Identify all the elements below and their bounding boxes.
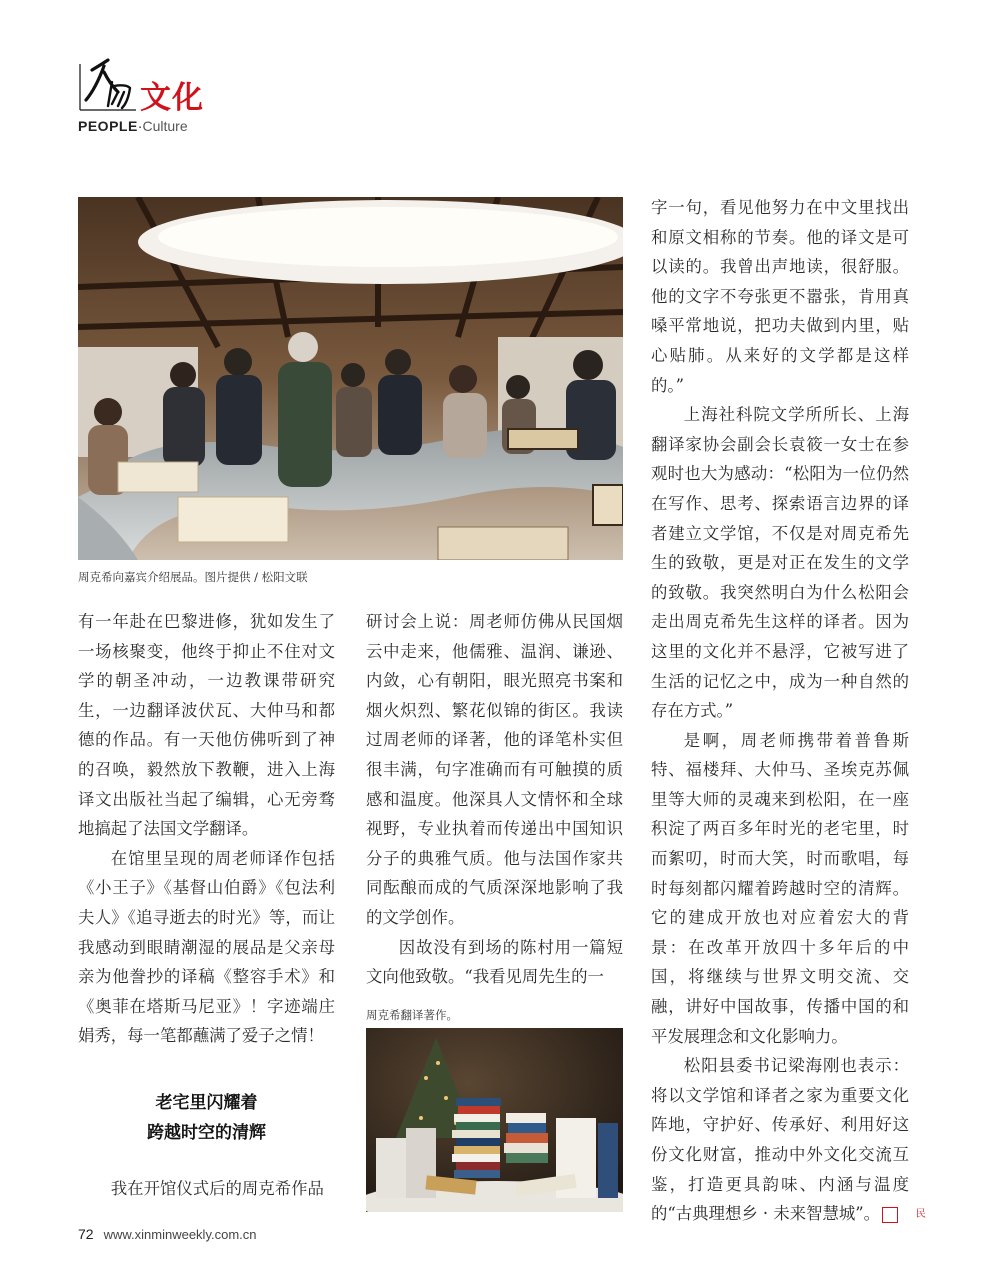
subheading-line-1: 老宅里闪耀着 [155,1093,258,1113]
column-name: 文化 [140,80,204,116]
paragraph: 因故没有到场的陈村用一篇短文向他致敬。“我看见周先生的一 [366,937,623,987]
people-calligraphy-logo [78,58,140,118]
paragraph-text: 松阳县委书记梁海刚也表示：将以文学馆和译者之家为重要文化阵地，守护好、传承好、利用好这份文化财富，推动中外文化交流互鉴，打造更具韵味、内涵与温度的“古典理想乡 · 未来智慧城”。 [651,1056,909,1224]
paragraph: 在馆里呈现的周老师译作包括《小王子》《基督山伯爵》《包法利夫人》《追寻逝去的时光》等，而让我感动到眼睛潮湿的展品是父亲母亲为他誊抄的译稿《整容手术》和《奥菲在塔斯马尼亚》！字迹端庄娟秀，每一笔都蘸满了爱子之情！ [78,848,335,1046]
column-tagline [78,118,188,134]
subheading-line-2: 跨越时空的清辉 [147,1123,266,1143]
paragraph: 是啊，周老师携带着普鲁斯特、福楼拜、大仲马、圣埃克苏佩里等大师的灵魂来到松阳，在一座积淀了两百多年时光的老宅里，时而絮叨，时而大笑，时而歌唱，每时每刻都闪耀着跨越时空的清辉。它的建成开放也对应着宏大的背景：在改革开放四十多年后的中国，将继续与世界文明交流、交融，讲好中国故事，传播中国的和平发展理念和文化影响力。 [651,730,909,1046]
page-footer [78,1226,257,1242]
paragraph [651,1051,926,1229]
photo1-caption: 周克希向嘉宾介绍展品。图片提供 / 松阳文联 [78,570,308,584]
text-column-1 [78,607,335,1051]
website-url: www.xinminweekly.com.cn [103,1227,257,1242]
paragraph: 研讨会上说：周老师仿佛从民国烟云中走来，他儒雅、温润、谦逊、内敛，心有朝阳，眼光照亮书案和烟火炽烈、繁花似锦的街区。我读过周老师的译著，他的译笔朴实但很丰满，句字准确而有可触摸的质感和温度。他深具人文情怀和全球视野，专业执着而传递出中国知识分子的典雅气质。他与法国作家共同酝酿而成的气质深深地影响了我的文学创作。 [366,612,623,927]
text-column-1-tail [78,1174,335,1204]
exhibition-photo [78,197,623,560]
tagline-en: PEOPLE [78,118,138,134]
text-column-3 [651,193,926,1229]
books-photo [366,1028,623,1212]
section-subheading [78,1088,335,1148]
tagline-separator: · [137,118,143,134]
end-mark-icon: 民 [882,1207,898,1223]
photo2-caption: 周克希翻译著作。 [366,1008,458,1022]
section-header [78,58,338,138]
text-column-2 [366,607,623,992]
paragraph: 有一年赴在巴黎进修，犹如发生了一场核聚变，他终于抑止不住对文学的朝圣冲动，一边教课带研究生，一边翻译波伏瓦、大仲马和都德的作品。有一天他仿佛听到了神的召唤，毅然放下教鞭，进入上海译文出版社当起了编辑，心无旁骛地搞起了法国文学翻译。 [78,612,335,839]
page-number: 72 [78,1226,94,1242]
paragraph: 我在开馆仪式后的周克希作品 [110,1179,324,1198]
paragraph: 上海社科院文学所所长、上海翻译家协会副会长袁筱一女士在参观时也大为感动：“松阳为一位仍然在写作、思考、探索语言边界的译者建立文学馆，不仅是对周克希先生的致敬，更是对正在发生的文学的致敬。我突然明白为什么松阳会走出周克希先生这样的译者。因为这里的文化并不悬浮，它被写进了生活的记忆之中，成为一种自然的存在方式。” [651,405,909,721]
tagline-sub: Culture [142,118,188,134]
paragraph: 字一句，看见他努力在中文里找出和原文相称的节奏。他的译文是可以读的。我曾出声地读，很舒服。他的文字不夸张更不嚣张，肯用真嗓平常地说，把功夫做到内里，贴心贴肺。从来好的文学都是这样的。” [651,198,909,395]
